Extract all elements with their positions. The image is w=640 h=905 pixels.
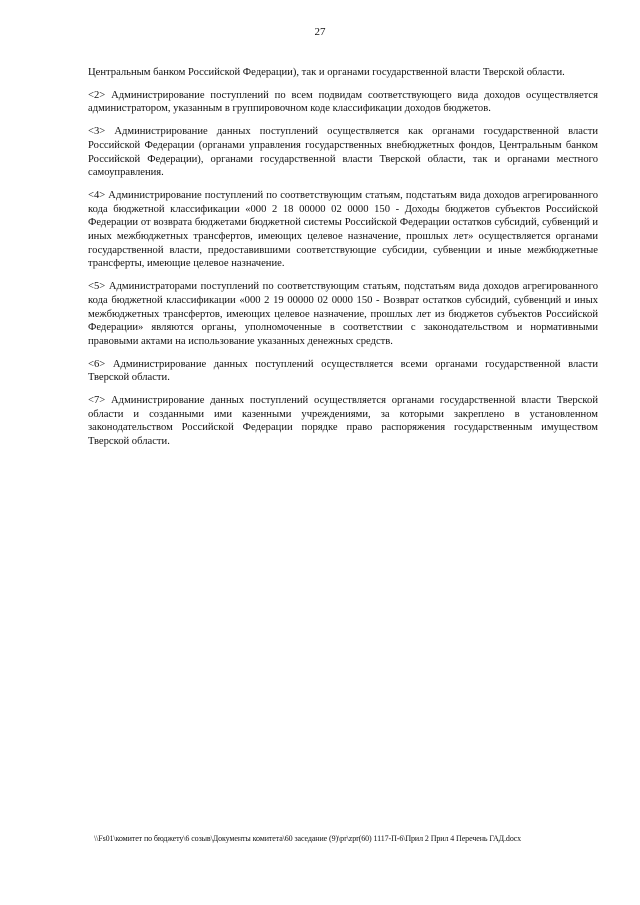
document-body — [88, 66, 598, 458]
footnote-3: <3> Администрирование данных поступлений осуществляется как органами государственной власти Российской Федерации (органами управления государственных внебюджетных фондов, Центральным банком Российской Федерации), органами государственной власти Тверской области, так и органами местного самоуправления. — [88, 126, 598, 179]
footnote-6: <6> Администрирование данных поступлений осуществляется всеми органами государственной власти Тверской области. — [88, 358, 598, 384]
footnote-4: <4> Администрирование поступлений по соответствующим статьям, подстатьям вида доходов агрегированного кода бюджетной классификации «000 2 18 00000 02 0000 150 - Доходы бюджетов субъектов Российской Федерации от возврата бюджетами бюджетной системы Российской Федерации остатков субсидий, субвенций и иных межбюджетных трансфертов, имеющих целевое назначение, прошлых лет» осуществляется органами государственной власти, предоставившими соответствующие субсидии, субвенции и иные межбюджетные трансферты, имеющие целевое назначение. — [88, 189, 598, 270]
footer-file-path: \\Fs01\комитет по бюджету\6 созыв\Документы комитета\60 заседание (9)\pr\zpr(60) 1117-П-6\Прил 2 Прил 4 Перечень ГАД.docx — [94, 834, 522, 843]
footnote-2: <2> Администрирование поступлений по всем подвидам соответствующего вида доходов осуществляется администратором, указанным в группировочном коде классификации доходов бюджетов. — [88, 89, 598, 115]
page-number: 27 — [314, 26, 326, 38]
paragraph-continuation: Центральным банком Российской Федерации), так и органами государственной власти Тверской области. — [88, 67, 565, 78]
footnote-5: <5> Администраторами поступлений по соответствующим статьям, подстатьям вида доходов агрегированного кода бюджетной классификации «000 2 19 00000 02 0000 150 - Возврат остатков субсидий, субвенций и иных межбюджетных трансфертов, имеющих целевое назначение, прошлых лет из бюджетов субъектов Российской Федерации» являются органы, уполномоченные в соответствии с законодательством и нормативными правовыми актами на использование указанных денежных средств. — [88, 281, 598, 347]
footnote-7: <7> Администрирование данных поступлений осуществляется органами государственной власти Тверской области и созданными ими казенными учреждениями, за которыми закреплено в установленном законодательством Российской Федерации порядке право распоряжения государственным имуществом Тверской области. — [88, 395, 598, 448]
